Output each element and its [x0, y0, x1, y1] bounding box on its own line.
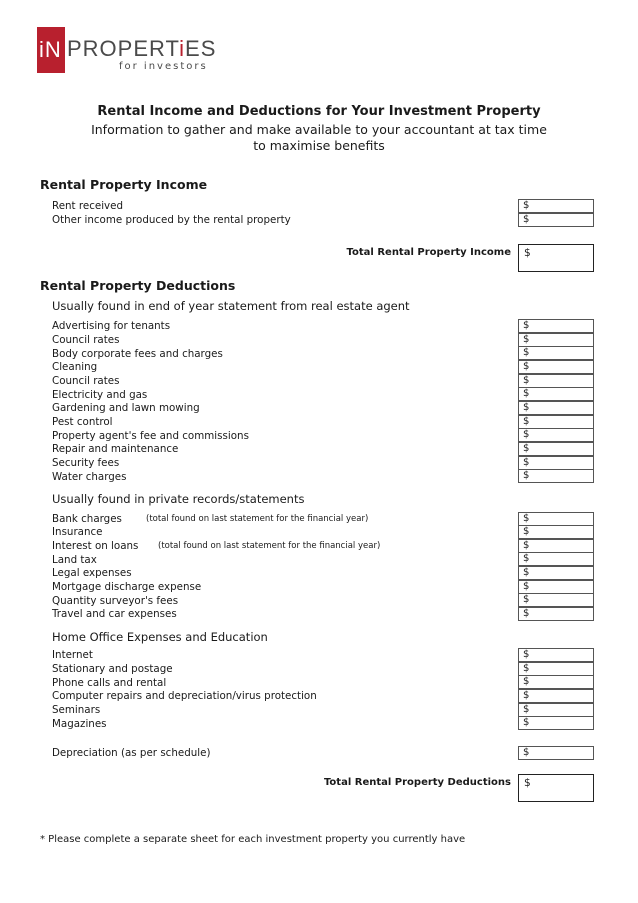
- private-subheading: Usually found in private records/statements: [52, 492, 305, 506]
- deduction-item: Electricity and gas: [52, 389, 148, 401]
- page-title: Rental Income and Deductions for Your Investment Property: [97, 104, 541, 119]
- amount-field[interactable]: $: [518, 689, 594, 703]
- amount-field[interactable]: $: [518, 401, 594, 415]
- company-logo: [37, 27, 237, 75]
- amount-field[interactable]: $: [518, 593, 594, 607]
- amount-field[interactable]: $: [518, 415, 594, 429]
- deduction-item: Mortgage discharge expense: [52, 581, 202, 593]
- amount-field[interactable]: $: [518, 746, 594, 760]
- income-item: Rent received: [52, 200, 124, 212]
- deduction-item: Council rates: [52, 334, 120, 346]
- deduction-item: Phone calls and rental: [52, 677, 167, 689]
- amount-field[interactable]: $: [518, 213, 594, 227]
- deduction-item: Cleaning: [52, 361, 98, 373]
- deduction-item: Council rates: [52, 375, 120, 387]
- amount-field[interactable]: $: [518, 648, 594, 662]
- deduction-item: Computer repairs and depreciation/virus protection: [52, 690, 317, 702]
- bank-charges-note: (total found on last statement for the financial year): [146, 514, 369, 524]
- income-item: Other income produced by the rental property: [52, 214, 291, 226]
- deduction-item: Quantity surveyor's fees: [52, 595, 179, 607]
- amount-field[interactable]: $: [518, 374, 594, 388]
- deductions-heading: Rental Property Deductions: [40, 278, 236, 293]
- amount-field[interactable]: $: [518, 607, 594, 621]
- amount-field[interactable]: $: [518, 456, 594, 470]
- amount-field[interactable]: $: [518, 199, 594, 213]
- amount-field[interactable]: $: [518, 716, 594, 730]
- deduction-item: Land tax: [52, 554, 97, 566]
- deductions-total-label: Total Rental Property Deductions: [323, 777, 511, 788]
- deduction-item: Bank charges: [52, 513, 122, 525]
- deduction-item: Security fees: [52, 457, 120, 469]
- amount-field[interactable]: $: [518, 525, 594, 539]
- logo-tagline: for investors: [119, 61, 208, 72]
- deduction-item: Insurance: [52, 526, 103, 538]
- interest-note: (total found on last statement for the financial year): [158, 541, 381, 551]
- amount-field[interactable]: $: [518, 539, 594, 553]
- page-subtitle-line1: Information to gather and make available to your accountant at tax time: [91, 122, 547, 137]
- amount-field[interactable]: $: [518, 512, 594, 526]
- income-total-label: Total Rental Property Income: [346, 247, 511, 258]
- income-heading: Rental Property Income: [40, 177, 208, 192]
- logo-box-text: iN: [39, 37, 62, 62]
- amount-field[interactable]: $: [518, 333, 594, 347]
- deduction-item: Legal expenses: [52, 567, 132, 579]
- amount-field[interactable]: $: [518, 675, 594, 689]
- amount-field[interactable]: $: [518, 428, 594, 442]
- amount-field[interactable]: $: [518, 387, 594, 401]
- deduction-item: Gardening and lawn mowing: [52, 402, 200, 414]
- amount-field[interactable]: $: [518, 580, 594, 594]
- amount-field[interactable]: $: [518, 469, 594, 483]
- deduction-item: Repair and maintenance: [52, 443, 179, 455]
- page-subtitle-line2: to maximise benefits: [253, 138, 385, 153]
- deduction-item: Pest control: [52, 416, 113, 428]
- amount-field[interactable]: $: [518, 566, 594, 580]
- amount-field[interactable]: $: [518, 552, 594, 566]
- amount-field[interactable]: $: [518, 360, 594, 374]
- logo-wordmark-part2: ES: [185, 36, 217, 61]
- deduction-item: Magazines: [52, 718, 107, 730]
- deduction-item: Interest on loans: [52, 540, 139, 552]
- agent-subheading: Usually found in end of year statement from real estate agent: [52, 299, 410, 313]
- home-office-subheading: Home Office Expenses and Education: [52, 630, 268, 644]
- deduction-item: Property agent's fee and commissions: [52, 430, 249, 442]
- amount-field[interactable]: $: [518, 346, 594, 360]
- depreciation-item: Depreciation (as per schedule): [52, 747, 211, 759]
- logo-box: [37, 27, 65, 73]
- deduction-item: Travel and car expenses: [52, 608, 177, 620]
- deduction-item: Seminars: [52, 704, 101, 716]
- income-total-field[interactable]: $: [518, 244, 594, 272]
- footnote: * Please complete a separate sheet for each investment property you currently have: [40, 834, 466, 845]
- logo-wordmark-accent: i: [179, 36, 186, 61]
- amount-field[interactable]: $: [518, 319, 594, 333]
- amount-field[interactable]: $: [518, 442, 594, 456]
- deductions-total-field[interactable]: $: [518, 774, 594, 802]
- logo-wordmark-part1: PROPERT: [67, 36, 180, 61]
- amount-field[interactable]: $: [518, 703, 594, 717]
- deduction-item: Body corporate fees and charges: [52, 348, 223, 360]
- deduction-item: Advertising for tenants: [52, 320, 171, 332]
- amount-field[interactable]: $: [518, 662, 594, 676]
- deduction-item: Internet: [52, 649, 93, 661]
- logo-wordmark: [67, 36, 216, 62]
- deduction-item: Stationary and postage: [52, 663, 173, 675]
- deduction-item: Water charges: [52, 471, 127, 483]
